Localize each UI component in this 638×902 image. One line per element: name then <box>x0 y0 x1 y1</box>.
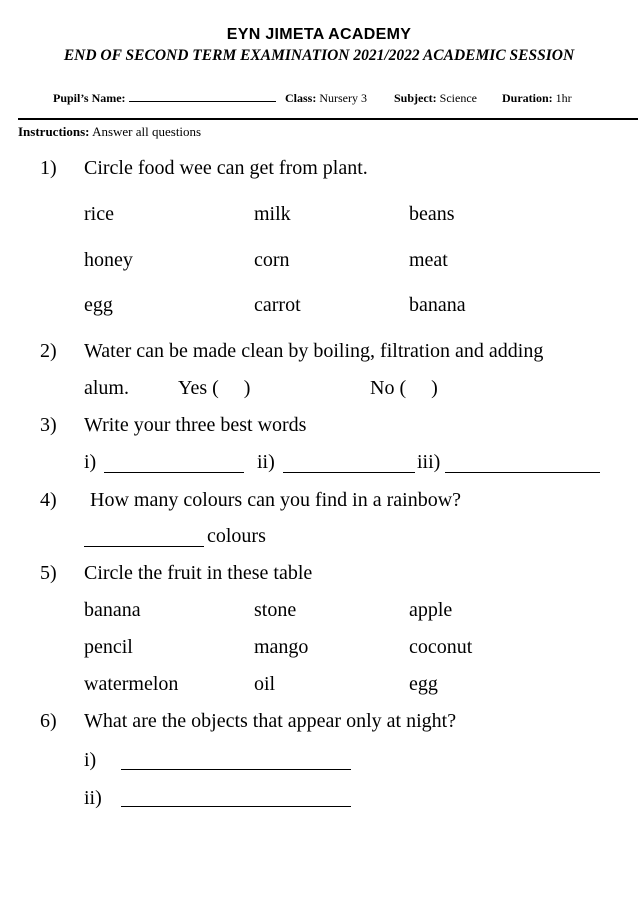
option[interactable]: watermelon <box>84 673 179 695</box>
question-text: Write your three best words <box>84 414 307 436</box>
option[interactable]: banana <box>409 294 466 316</box>
no-option[interactable]: No ( ) <box>370 377 438 399</box>
option[interactable]: beans <box>409 203 455 225</box>
class-value: Nursery 3 <box>319 91 367 105</box>
pupil-name-label: Pupil’s Name: <box>53 91 126 105</box>
answer-blank[interactable] <box>445 472 600 473</box>
exam-title: END OF SECOND TERM EXAMINATION 2021/2022 ACADEMIC SESSION <box>63 47 575 64</box>
school-name: EYN JIMETA ACADEMY <box>226 26 412 43</box>
subject-value: Science <box>439 91 477 105</box>
option[interactable]: apple <box>409 599 453 621</box>
question-text: What are the objects that appear only at night? <box>84 710 457 732</box>
pupil-name-blank[interactable] <box>129 101 276 102</box>
option[interactable]: milk <box>254 203 291 225</box>
option[interactable]: pencil <box>84 636 133 658</box>
duration-field <box>502 91 572 106</box>
pupil-name-field <box>53 91 276 106</box>
answer-blank[interactable] <box>84 546 204 547</box>
option[interactable]: banana <box>84 599 141 621</box>
option[interactable]: coconut <box>409 636 473 658</box>
answer-label: i) <box>84 749 97 771</box>
answer-label: ii) <box>257 451 275 473</box>
duration-label: Duration: <box>502 91 553 105</box>
subject-field <box>394 91 477 106</box>
question-continuation: alum. <box>84 377 129 399</box>
option[interactable]: rice <box>84 203 114 225</box>
option[interactable]: egg <box>409 673 438 695</box>
option[interactable]: stone <box>254 599 297 621</box>
duration-value: 1hr <box>555 91 572 105</box>
question-text: Water can be made clean by boiling, filtration and adding <box>84 340 544 362</box>
question-text: Circle food wee can get from plant. <box>84 157 368 179</box>
option[interactable]: meat <box>409 249 448 271</box>
question-number: 1) <box>40 157 57 179</box>
yes-option[interactable]: Yes ( ) <box>178 377 251 399</box>
class-label: Class: <box>285 91 317 105</box>
option[interactable]: oil <box>254 673 276 695</box>
answer-blank[interactable] <box>104 472 244 473</box>
question-text: How many colours can you find in a rainbow? <box>90 489 462 511</box>
instructions-text: Answer all questions <box>92 124 202 139</box>
option[interactable]: egg <box>84 294 113 316</box>
option[interactable]: carrot <box>254 294 301 316</box>
option[interactable]: corn <box>254 249 290 271</box>
answer-label: iii) <box>417 451 441 473</box>
answer-blank[interactable] <box>121 806 351 807</box>
answer-blank[interactable] <box>283 472 415 473</box>
instructions-label: Instructions: <box>18 124 90 139</box>
answer-label: ii) <box>84 787 102 809</box>
question-number: 2) <box>40 340 57 362</box>
question-number: 3) <box>40 414 57 436</box>
question-number: 5) <box>40 562 57 584</box>
question-number: 4) <box>40 489 57 511</box>
question-text: Circle the fruit in these table <box>84 562 313 584</box>
question-number: 6) <box>40 710 57 732</box>
answer-blank[interactable] <box>121 769 351 770</box>
instructions <box>18 124 201 140</box>
option[interactable]: honey <box>84 249 133 271</box>
header-divider <box>18 118 638 120</box>
answer-label: i) <box>84 451 97 473</box>
subject-label: Subject: <box>394 91 437 105</box>
option[interactable]: mango <box>254 636 309 658</box>
class-field <box>285 91 367 106</box>
answer-suffix: colours <box>207 525 266 547</box>
